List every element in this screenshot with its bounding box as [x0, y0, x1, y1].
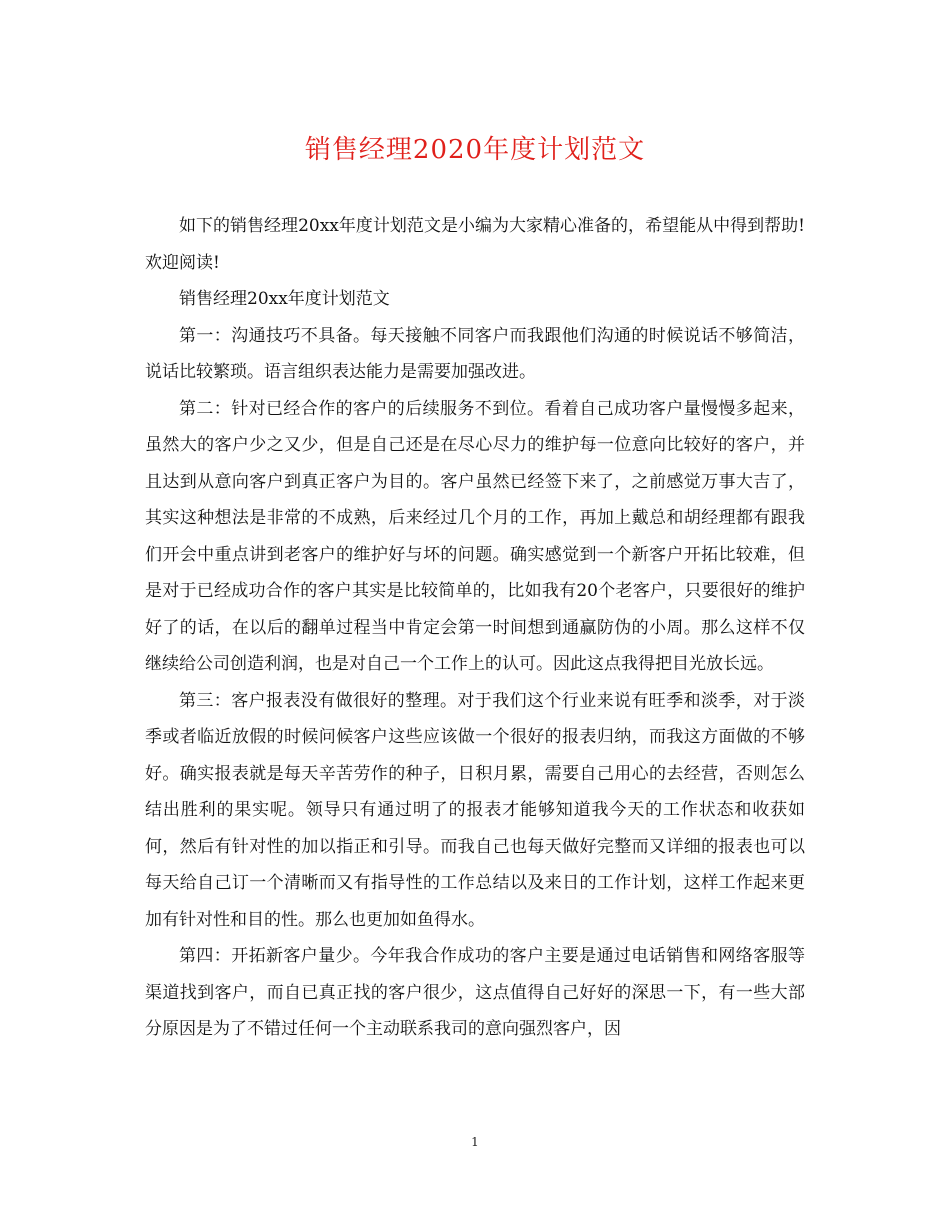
page-number: 1 [471, 1135, 479, 1149]
document-body [145, 208, 805, 1048]
point-two-paragraph: 第二：针对已经合作的客户的后续服务不到位。看着自己成功客户量慢慢多起来，虽然大的客户少之又少，但是自己还是在尽心尽力的维护每一位意向比较好的客户，并且达到从意向客户到真正客户为目的。客户虽然已经签下来了，之前感觉万事大吉了，其实这种想法是非常的不成熟，后来经过几个月的工作，再加上戴总和胡经理都有跟我们开会中重点讲到老客户的维护好与坏的问题。确实感觉到一个新客户开拓比较难，但是对于已经成功合作的客户其实是比较简单的，比如我有20个老客户，只要很好的维护好了的话，在以后的翻单过程当中肯定会第一时间想到通赢防伪的小周。那么这样不仅继续给公司创造利润，也是对自己一个工作上的认可。因此这点我得把目光放长远。 [145, 398, 805, 674]
point-one-paragraph: 第一：沟通技巧不具备。每天接触不同客户而我跟他们沟通的时候说话不够简洁，说话比较繁琐。语言组织表达能力是需要加强改进。 [145, 325, 805, 382]
point-four-paragraph: 第四：开拓新客户量少。今年我合作成功的客户主要是通过电话销售和网络客服等渠道找到客户，而自已真正找的客户很少，这点值得自己好好的深思一下，有一些大部分原因是为了不错过任何一个主动联系我司的意向强烈客户，因 [145, 946, 805, 1039]
subtitle-paragraph: 销售经理20xx年度计划范文 [179, 289, 390, 309]
point-three-paragraph: 第三：客户报表没有做很好的整理。对于我们这个行业来说有旺季和淡季，对于淡季或者临近放假的时候问候客户这些应该做一个很好的报表归纳，而我这方面做的不够好。确实报表就是每天辛苦劳作的种子，日积月累，需要自己用心的去经营，否则怎么结出胜利的果实呢。领导只有通过明了的报表才能够知道我今天的工作状态和收获如何，然后有针对性的加以指正和引导。而我自己也每天做好完整而又详细的报表也可以每天给自己订一个清晰而又有指导性的工作总结以及来日的工作计划，这样工作起来更加有针对性和目的性。那么也更加如鱼得水。 [145, 690, 805, 930]
document-title: 销售经理2020年度计划范文 [304, 135, 646, 165]
intro-paragraph: 如下的销售经理20xx年度计划范文是小编为大家精心准备的，希望能从中得到帮助!欢迎阅读! [145, 216, 805, 273]
